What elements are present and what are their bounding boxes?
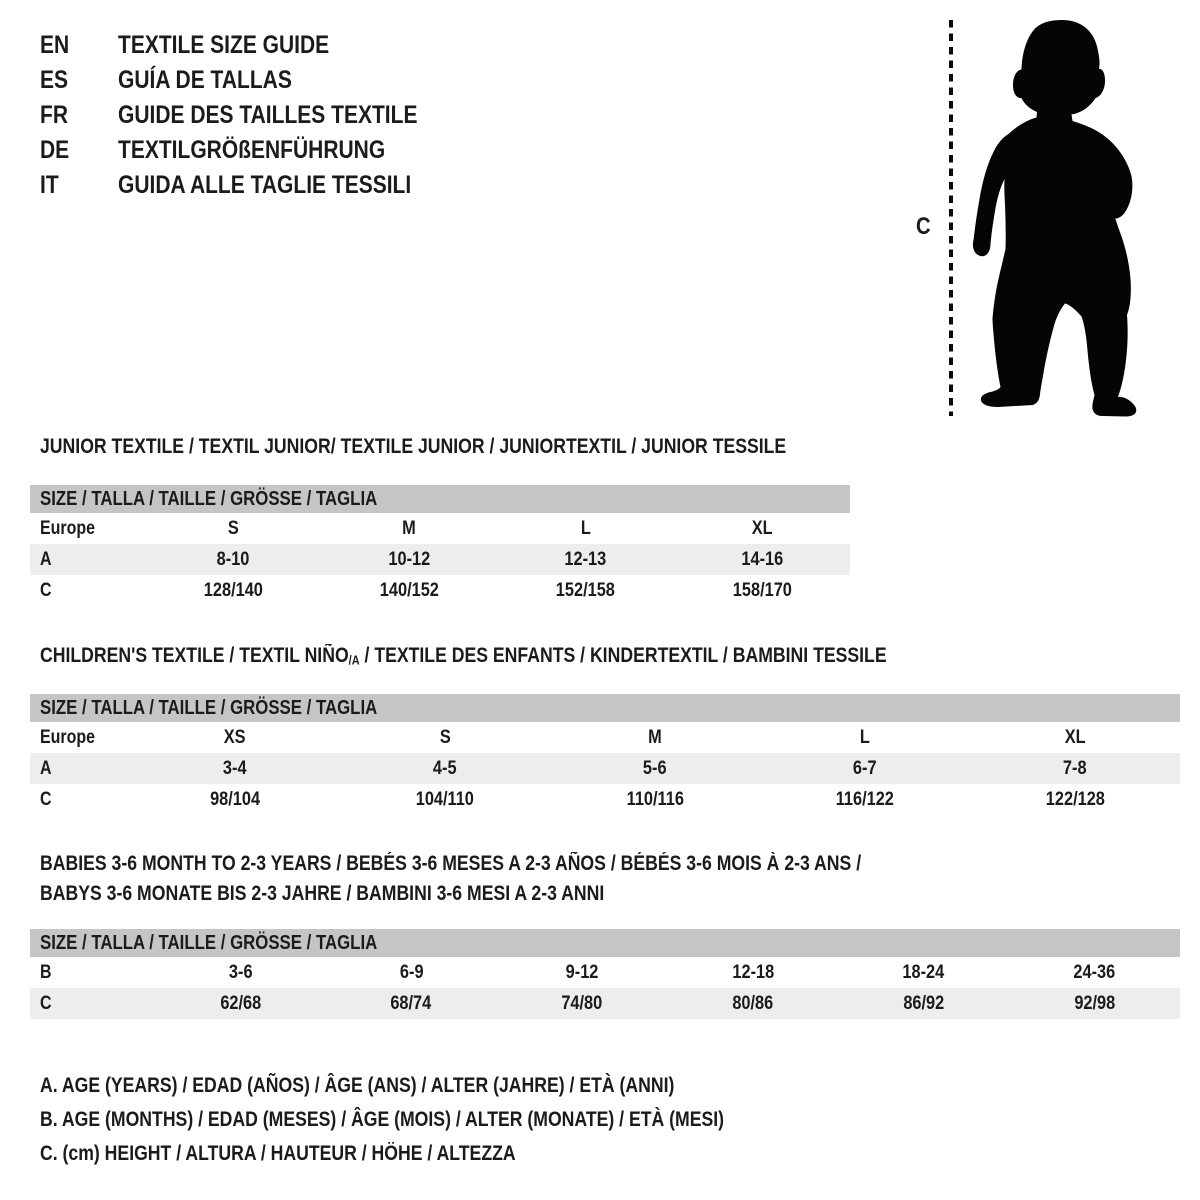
value-cell: 12-18: [731, 962, 774, 983]
footnote-b: B. AGE (MONTHS) / EDAD (MESES) / ÂGE (MOIS) / ALTER (MONATE) / ETÀ (MESI): [40, 1108, 725, 1131]
language-row: [40, 168, 475, 203]
language-title: TEXTILE SIZE GUIDE: [118, 31, 330, 59]
row-label-cell: C: [40, 580, 52, 601]
value-cell: L: [860, 727, 870, 748]
value-cell: 14-16: [740, 549, 783, 570]
value-cell: S: [227, 518, 239, 539]
value-cell: 3-6: [228, 962, 253, 983]
table-row-height: [30, 575, 850, 606]
table-row-age: [30, 544, 850, 575]
footnote-c: C. (cm) HEIGHT / ALTURA / HAUTEUR / HÖHE / ALTEZZA: [40, 1142, 516, 1165]
value-cell: 12-13: [564, 549, 607, 570]
size-header-bar: SIZE / TALLA / TAILLE / GRÖSSE / TAGLIA: [30, 929, 1180, 957]
value-cell: 92/98: [1074, 993, 1116, 1014]
footnote-a: A. AGE (YEARS) / EDAD (AÑOS) / ÂGE (ANS) / ALTER (JAHRE) / ETÀ (ANNI): [40, 1074, 675, 1097]
row-label-cell: C: [40, 993, 52, 1014]
value-cell: 8-10: [216, 549, 250, 570]
babies-title-line2: BABYS 3-6 MONATE BIS 2-3 JAHRE / BAMBINI 3-6 MESI A 2-3 ANNI: [40, 882, 605, 905]
value-cell: 6-7: [853, 758, 877, 779]
babies-title-line1: BABIES 3-6 MONTH TO 2-3 YEARS / BEBÉS 3-6 MESES A 2-3 AÑOS / BÉBÉS 3-6 MOIS À 2-3 ANS /: [40, 852, 862, 875]
language-code: FR: [40, 101, 68, 129]
language-title: GUIDA ALLE TAGLIE TESSILI: [118, 171, 412, 199]
baby-silhouette: [973, 20, 1136, 417]
table-row-age: [30, 753, 1180, 784]
value-cell: 5-6: [643, 758, 667, 779]
row-label-cell: A: [40, 549, 52, 570]
table-row-europe: [30, 513, 850, 544]
value-cell: 18-24: [902, 962, 945, 983]
value-cell: 74/80: [561, 993, 603, 1014]
value-cell: 62/68: [219, 993, 261, 1014]
size-table-junior: [30, 485, 850, 606]
value-cell: 24-36: [1073, 962, 1116, 983]
language-row: [40, 63, 475, 98]
value-cell: 3-4: [223, 758, 247, 779]
value-cell: 6-9: [399, 962, 424, 983]
table-row-height: [30, 784, 1180, 815]
language-code: DE: [40, 136, 70, 164]
section-title-junior: JUNIOR TEXTILE / TEXTIL JUNIOR/ TEXTILE JUNIOR / JUNIORTEXTIL / JUNIOR TESSILE: [40, 435, 787, 458]
value-cell: 80/86: [732, 993, 774, 1014]
section-title-babies: [40, 849, 1018, 909]
table-row-months: [30, 957, 1180, 988]
language-title: GUÍA DE TALLAS: [118, 66, 292, 94]
value-cell: 9-12: [565, 962, 599, 983]
value-cell: 86/92: [903, 993, 945, 1014]
title-subscript: /A: [348, 652, 360, 668]
table-row-height: [30, 988, 1180, 1019]
value-cell: XL: [1064, 727, 1086, 748]
value-cell: M: [648, 727, 662, 748]
language-row: [40, 98, 475, 133]
value-cell: 152/158: [556, 580, 616, 601]
row-label-cell: A: [40, 758, 52, 779]
value-cell: M: [402, 518, 417, 539]
value-cell: 68/74: [390, 993, 432, 1014]
value-cell: XL: [751, 518, 773, 539]
language-code: EN: [40, 31, 70, 59]
row-label-cell: C: [40, 789, 52, 810]
section-title-children: CHILDREN'S TEXTILE / TEXTIL NIÑO/A / TEXTILE DES ENFANTS / KINDERTEXTIL / BAMBINI TESSILE: [40, 644, 887, 668]
size-header-bar: SIZE / TALLA / TAILLE / GRÖSSE / TAGLIA: [30, 485, 850, 513]
language-code: IT: [40, 171, 59, 199]
footnotes: [40, 1069, 854, 1171]
language-header: [40, 28, 475, 203]
row-label-cell: Europe: [40, 518, 95, 539]
value-cell: 128/140: [203, 580, 263, 601]
value-cell: 140/152: [379, 580, 439, 601]
value-cell: 4-5: [433, 758, 457, 779]
height-label: C: [916, 213, 931, 240]
value-cell: 7-8: [1063, 758, 1087, 779]
value-cell: 116/122: [835, 789, 895, 810]
value-cell: 98/104: [210, 789, 260, 810]
value-cell: S: [439, 727, 451, 748]
language-row: [40, 28, 475, 63]
size-table-babies: [30, 929, 1180, 1019]
language-title: GUIDE DES TAILLES TEXTILE: [118, 101, 418, 129]
size-header-bar: SIZE / TALLA / TAILLE / GRÖSSE / TAGLIA: [30, 694, 1180, 722]
size-table-children: [30, 694, 1180, 815]
value-cell: 110/116: [626, 789, 684, 810]
language-title: TEXTILGRÖßENFÜHRUNG: [118, 136, 386, 164]
value-cell: 122/128: [1045, 789, 1105, 810]
row-label-cell: B: [40, 962, 52, 983]
value-cell: L: [580, 518, 591, 539]
table-row-europe: [30, 722, 1180, 753]
value-cell: 10-12: [388, 549, 431, 570]
row-label-cell: Europe: [40, 727, 95, 748]
value-cell: 104/110: [415, 789, 475, 810]
language-code: ES: [40, 66, 69, 94]
baby-silhouette-figure: [915, 16, 1150, 420]
value-cell: 158/170: [732, 580, 792, 601]
value-cell: XS: [224, 727, 246, 748]
language-row: [40, 133, 475, 168]
